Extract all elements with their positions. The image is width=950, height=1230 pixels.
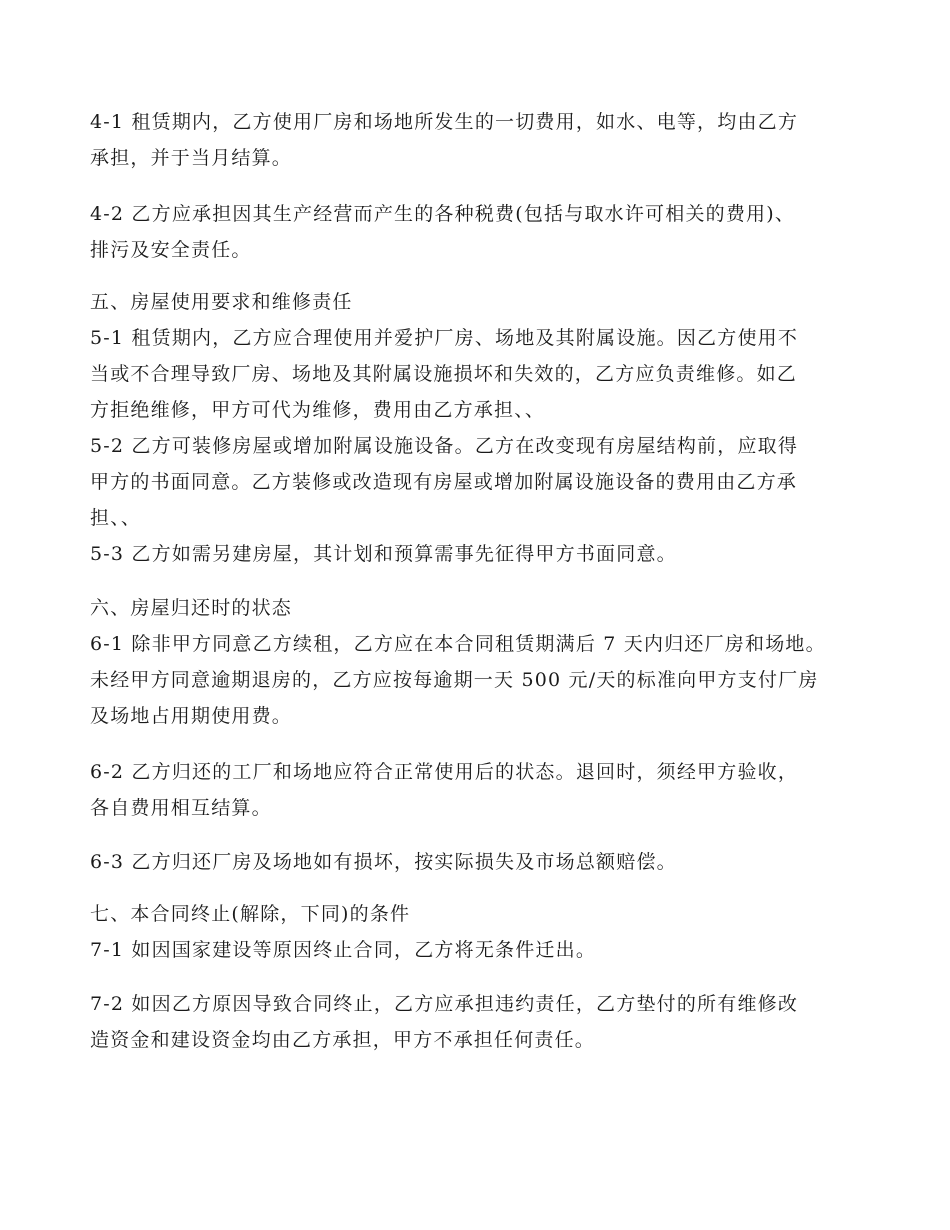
section-6-heading: 六、房屋归还时的状态 — [90, 597, 293, 619]
clause-4-2-line-1: 4-2 乙方应承担因其生产经营而产生的各种税费(包括与取水许可相关的费用)、 — [90, 203, 796, 225]
clause-6-1-line-1: 6-1 除非甲方同意乙方续租，乙方应在本合同租赁期满后 7 天内归还厂房和场地。 — [90, 633, 826, 655]
clause-5-1-line-3: 方拒绝维修，甲方可代为维修，费用由乙方承担、、 — [90, 399, 546, 421]
clause-5-2-line-3: 担、、 — [90, 507, 142, 529]
clause-6-1-line-3: 及场地占用期使用费。 — [90, 705, 293, 727]
clause-7-2-line-2: 造资金和建设资金均由乙方承担，甲方不承担任何责任。 — [90, 1029, 596, 1051]
clause-7-1-line-1: 7-1 如因国家建设等原因终止合同，乙方将无条件迁出。 — [90, 939, 597, 961]
clause-6-2-line-1: 6-2 乙方归还的工厂和场地应符合正常使用后的状态。退回时，须经甲方验收， — [90, 761, 799, 783]
clause-5-2-line-1: 5-2 乙方可装修房屋或增加附属设施设备。乙方在改变现有房屋结构前，应取得 — [90, 435, 799, 457]
clause-4-2-line-2: 排污及安全责任。 — [90, 239, 252, 261]
clause-4-1-line-1: 4-1 租赁期内，乙方使用厂房和场地所发生的一切费用，如水、电等，均由乙方 — [90, 111, 799, 133]
clause-5-2-line-2: 甲方的书面同意。乙方装修或改造现有房屋或增加附属设施设备的费用由乙方承 — [90, 471, 798, 493]
clause-6-3-line-1: 6-3 乙方归还厂房及场地如有损坏，按实际损失及市场总额赔偿。 — [90, 851, 677, 873]
clause-5-3-line-1: 5-3 乙方如需另建房屋，其计划和预算需事先征得甲方书面同意。 — [90, 543, 677, 565]
clause-6-2-line-2: 各自费用相互结算。 — [90, 797, 272, 819]
clause-5-1-line-1: 5-1 租赁期内，乙方应合理使用并爱护厂房、场地及其附属设施。因乙方使用不 — [90, 327, 799, 349]
clause-6-1-line-2: 未经甲方同意逾期退房的，乙方应按每逾期一天 500 元/天的标准向甲方支付厂房 — [90, 669, 819, 691]
section-5-heading: 五、房屋使用要求和维修责任 — [90, 291, 353, 313]
clause-5-1-line-2: 当或不合理导致厂房、场地及其附属设施损坏和失效的，乙方应负责维修。如乙 — [90, 363, 798, 385]
clause-7-2-line-1: 7-2 如因乙方原因导致合同终止，乙方应承担违约责任，乙方垫付的所有维修改 — [90, 993, 799, 1015]
section-7-heading: 七、本合同终止(解除，下同)的条件 — [90, 903, 411, 925]
clause-4-1-line-2: 承担，并于当月结算。 — [90, 147, 293, 169]
